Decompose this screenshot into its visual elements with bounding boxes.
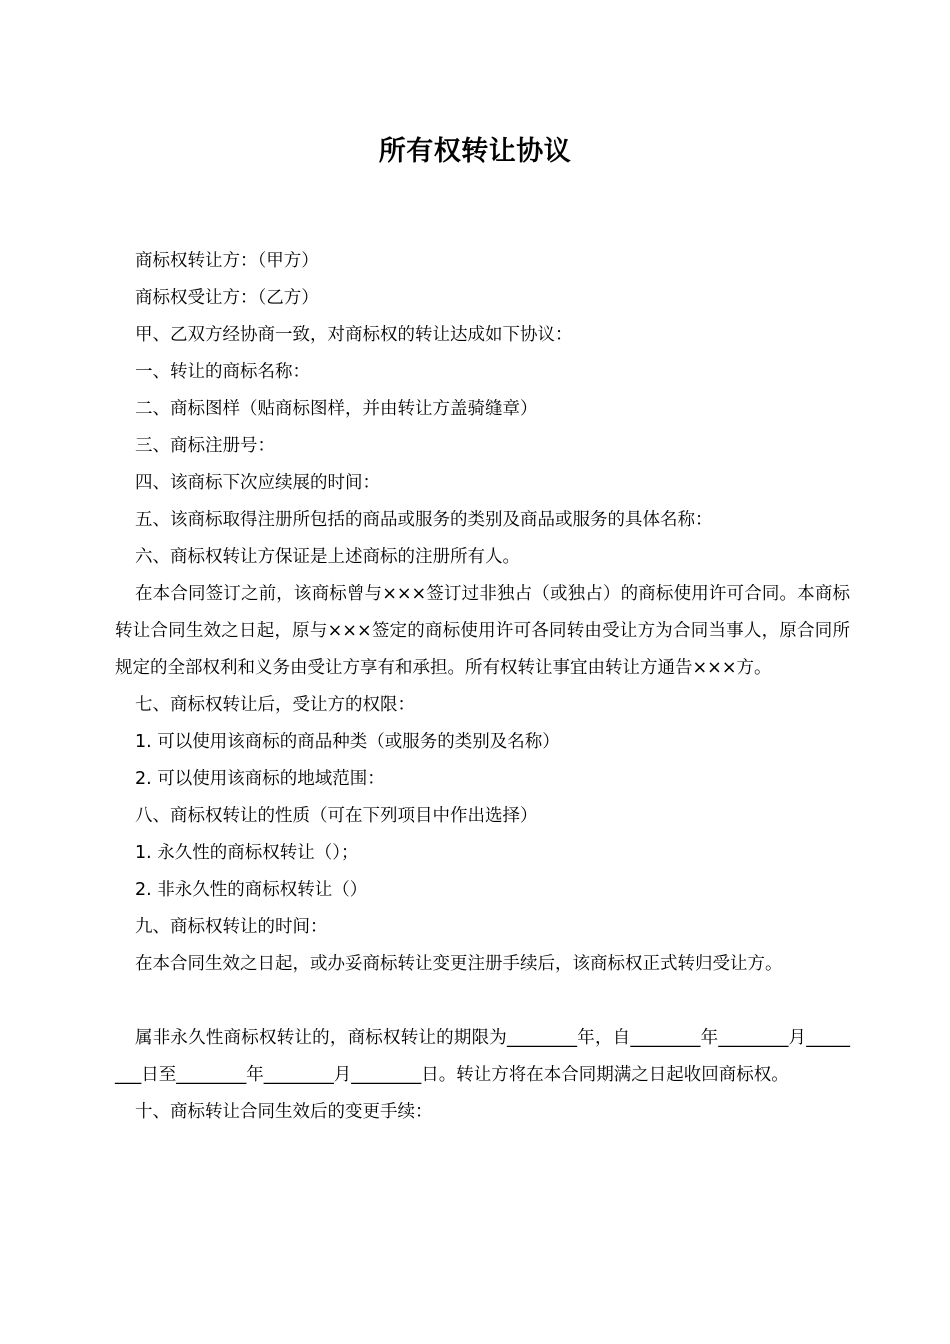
paragraph-transferee: 商标权受让方：（乙方）: [135, 288, 319, 308]
clause-7-rights: 七、商标权转让后，受让方的权限：: [135, 695, 415, 715]
clause-2-trademark-sample: 二、商标图样（贴商标图样，并由转让方盖骑缝章）: [135, 399, 538, 419]
clause-10-change-procedures: 十、商标转让合同生效后的变更手续：: [135, 1102, 433, 1122]
paragraph-term: 属非永久性商标权转让的，商标权转让的期限为________年，自________年________月________日至________年________月________日。转让方将在本合同期满之日起收回商标权。: [115, 1028, 850, 1085]
clause-7-item-1: 1. 可以使用该商标的商品种类（或服务的类别及名称）: [135, 732, 560, 752]
clause-3-registration-number: 三、商标注册号：: [135, 436, 275, 456]
clause-4-renewal-time: 四、该商标下次应续展的时间：: [135, 473, 380, 493]
clause-7-item-2: 2. 可以使用该商标的地域范围：: [135, 769, 385, 789]
document-title: 所有权转让协议: [378, 136, 572, 167]
paragraph-agreement-intro: 甲、乙双方经协商一致，对商标权的转让达成如下协议：: [135, 325, 573, 345]
document-body: [115, 243, 850, 1131]
clause-9-time: 九、商标权转让的时间：: [135, 917, 328, 937]
clause-6-guarantee: 六、商标权转让方保证是上述商标的注册所有人。: [135, 547, 520, 567]
paragraph-transferor: 商标权转让方：（甲方）: [135, 251, 319, 271]
paragraph-prior-license: 在本合同签订之前，该商标曾与×××签订过非独占（或独占）的商标使用许可合同。本商标转让合同生效之日起，原与×××签定的商标使用许可各同转由受让方为合同当事人，原合同所规定的全部权利和义务由受让方享有和承担。所有权转让事宜由转让方通告×××方。: [115, 584, 850, 678]
clause-1-trademark-name: 一、转让的商标名称：: [135, 362, 310, 382]
clause-5-goods-services: 五、该商标取得注册所包括的商品或服务的类别及商品或服务的具体名称：: [135, 510, 713, 530]
clause-8-item-2: 2. 非永久性的商标权转让（）: [135, 880, 368, 900]
paragraph-effective: 在本合同生效之日起，或办妥商标转让变更注册手续后，该商标权正式转归受让方。: [135, 954, 783, 974]
clause-8-item-1: 1. 永久性的商标权转让（）；: [135, 843, 359, 863]
clause-8-nature: 八、商标权转让的性质（可在下列项目中作出选择）: [135, 806, 538, 826]
